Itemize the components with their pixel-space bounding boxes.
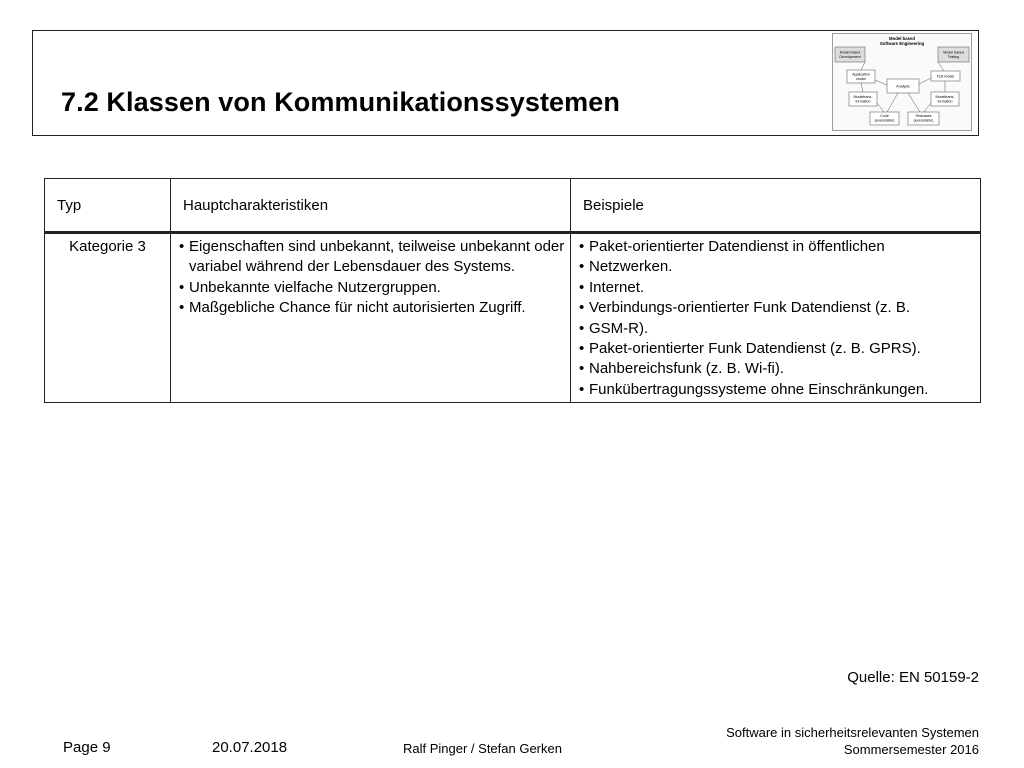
mbse-diagram [832,33,972,131]
list-item: • Unbekannte vielfache Nutzergruppen. [177,278,566,298]
diagram-trans-right-1: Modeltrans- [935,95,955,99]
diagram-testmodel: Test model [936,74,955,79]
diagram-title-1: Model based [888,36,916,41]
beispiele-list [571,234,980,402]
slide-title: 7.2 Klassen von Kommunikationssystemen [61,87,620,117]
footer-semester: Sommersemester 2016 [843,742,979,757]
header-typ: Typ [45,179,171,233]
cell-hauptcharakteristiken [171,233,571,403]
haupt-list [171,234,570,321]
diagram-app-2: model [856,77,866,81]
list-item: • Funkübertragungssysteme ohne Einschränkungen. [577,380,976,400]
diagram-trans-left-1: Modeltrans- [853,95,873,99]
diagram-app-1: Application [852,72,870,77]
footer-authors: Ralf Pinger / Stefan Gerken [403,741,562,756]
diagram-dev-1: Model based [839,50,861,55]
diagram-test-1: Model based [943,50,964,55]
header-beispiele: Beispiele [571,179,981,233]
list-item: • Nahbereichsfunk (z. B. Wi-fi). [577,359,976,379]
cell-beispiele [571,233,981,403]
list-item: • GSM-R). [577,319,976,339]
list-item: • Verbindungs-orientierter Funk Datendienst (z. B. [577,298,976,318]
diagram-code-1: Code [880,114,889,118]
footer-date: 20.07.2018 [212,739,288,756]
diagram-testcases-2: (executable) [913,118,934,123]
footer-course-title: Software in sicherheitsrelevanten Systemen [726,725,979,740]
kommunikationssysteme-table [44,178,981,403]
diagram-dev-2: Development [839,55,861,59]
table-header-row [45,179,981,233]
header-hauptcharakteristiken: Hauptcharakteristiken [171,179,571,233]
footer-page-number: Page 9 [63,739,111,756]
source-citation: Quelle: EN 50159-2 [847,669,979,686]
list-item: • Paket-orientierter Funk Datendienst (z. B. GPRS). [577,339,976,359]
diagram-analysis: Analysis [896,84,910,89]
list-item: • Eigenschaften sind unbekannt, teilweise unbekannt oder variabel während der Lebensdauer des Systems. [177,237,566,278]
header-box [32,30,979,136]
diagram-trans-right-2: formation [937,99,953,104]
list-item: • Maßgebliche Chance für nicht autorisierten Zugriff. [177,298,566,318]
footer-course [726,724,979,758]
cell-typ: Kategorie 3 [45,233,171,403]
diagram-test-2: Testing [947,55,960,59]
list-item: • Paket-orientierter Datendienst in öffentlichen [577,237,976,257]
list-item: • Internet. [577,278,976,298]
list-item: • Netzwerken. [577,257,976,277]
diagram-trans-left-2: formation [855,99,871,104]
table-row [45,233,981,403]
diagram-code-2: (executable) [874,118,895,123]
diagram-title-2: Software Engineering [879,41,925,46]
diagram-testcases-1: Testcases [915,114,932,118]
